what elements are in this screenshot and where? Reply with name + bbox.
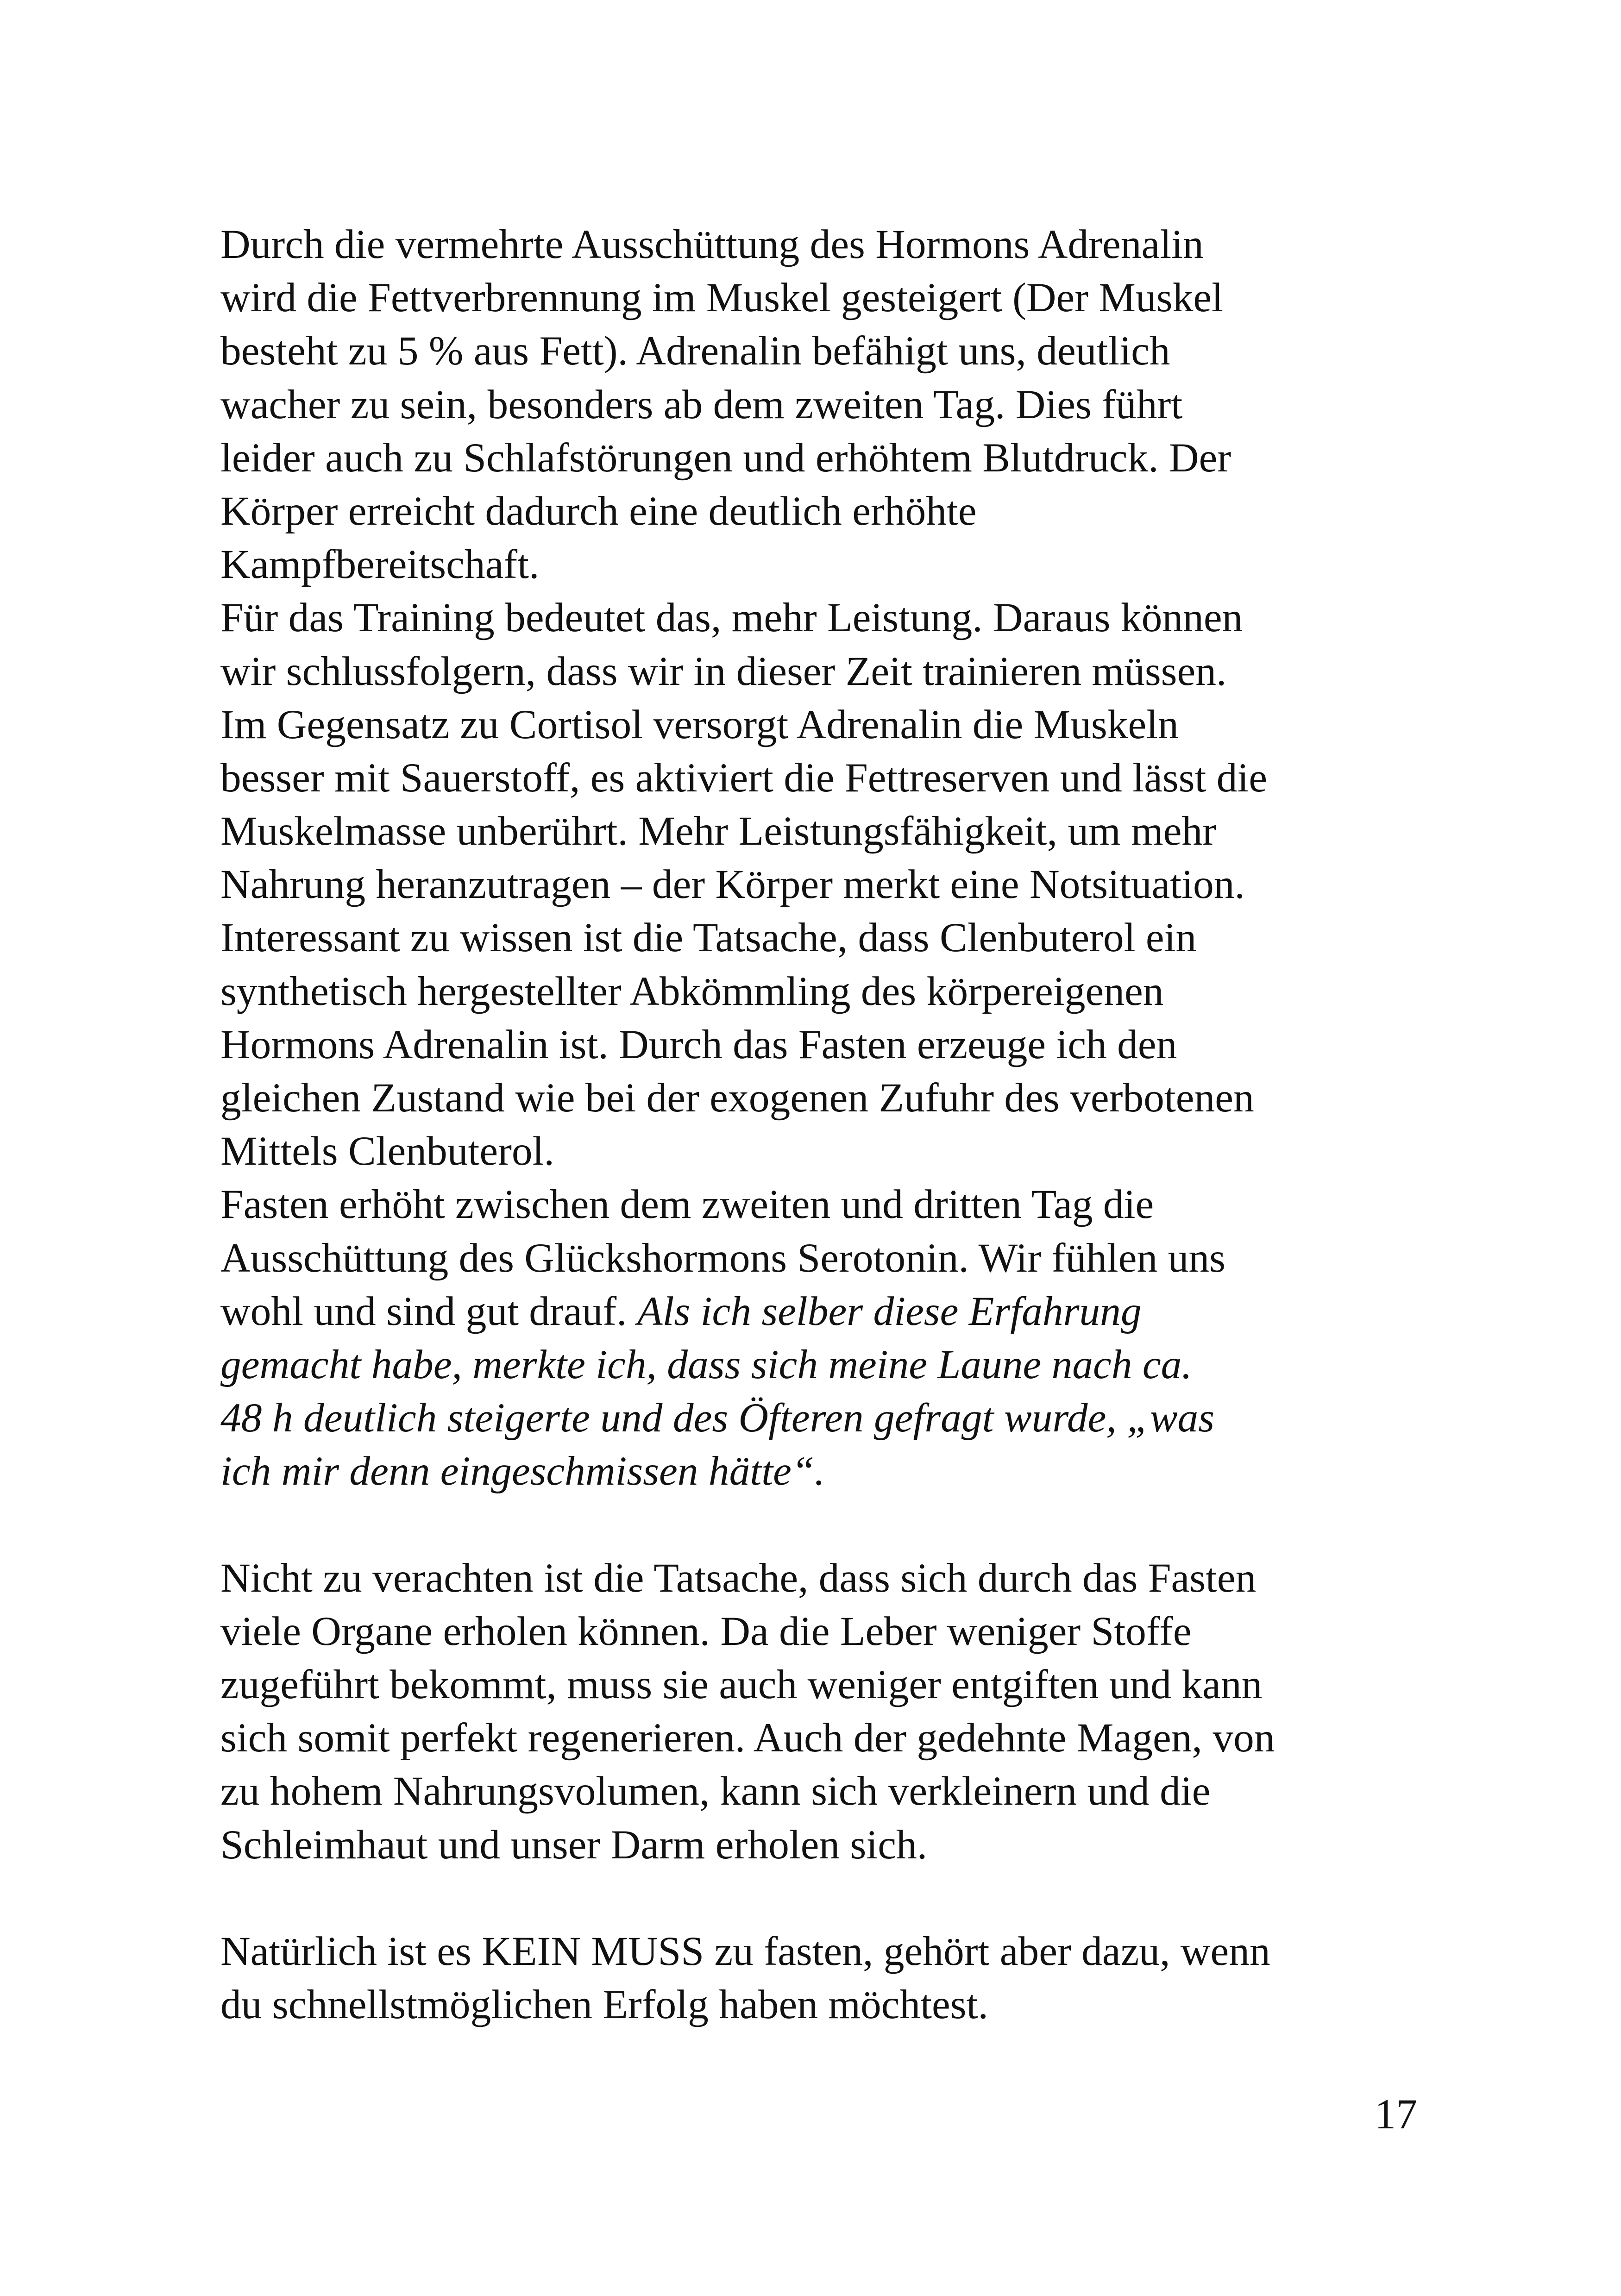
text-line: Kampfbereitschaft. (220, 541, 540, 588)
paragraph-spacer (220, 1498, 1443, 1551)
text-line: Für das Training bedeutet das, mehr Leistung. Daraus können (220, 595, 1243, 641)
text-line: zugeführt bekommt, muss sie auch weniger entgiften und kann (220, 1662, 1263, 1708)
text-line: wir schlussfolgern, dass wir in dieser Zeit trainieren müssen. (220, 648, 1227, 694)
text-line: du schnellstmöglichen Erfolg haben möchtest. (220, 1982, 988, 2028)
text-line: Natürlich ist es KEIN MUSS zu fasten, gehört aber dazu, wenn (220, 1928, 1270, 1974)
page-number: 17 (1375, 2090, 1417, 2138)
text-line: Nahrung heranzutragen – der Körper merkt eine Notsituation. (220, 861, 1245, 908)
text-line-italic: ich mir denn eingeschmissen hätte“. (220, 1448, 825, 1494)
text-line: besser mit Sauerstoff, es aktiviert die Fettreserven und lässt die (220, 754, 1268, 801)
text-line: zu hohem Nahrungsvolumen, kann sich verkleinern und die (220, 1768, 1211, 1814)
text-line: Durch die vermehrte Ausschüttung des Hormons Adrenalin (220, 221, 1204, 267)
text-line: viele Organe erholen können. Da die Leber weniger Stoffe (220, 1608, 1192, 1654)
text-line-mixed (220, 1285, 1443, 1338)
paragraph-serotonin (220, 1178, 1443, 1498)
paragraph-spacer (220, 1871, 1443, 1925)
text-line: Interessant zu wissen ist die Tatsache, dass Clenbuterol ein (220, 915, 1197, 961)
text-line: synthetisch hergestellter Abkömmling des körpereigenen (220, 968, 1164, 1014)
text-italic: Als ich selber diese Erfahrung (637, 1288, 1142, 1334)
text-line: wacher zu sein, besonders ab dem zweiten Tag. Dies führt (220, 381, 1183, 427)
text-line: Im Gegensatz zu Cortisol versorgt Adrenalin die Muskeln (220, 701, 1179, 747)
paragraph-conclusion (220, 1925, 1443, 2031)
paragraph-adrenalin (220, 218, 1443, 591)
text-line: Nicht zu verachten ist die Tatsache, dass sich durch das Fasten (220, 1555, 1257, 1601)
text-line: Muskelmasse unberührt. Mehr Leistungsfähigkeit, um mehr (220, 808, 1217, 854)
text-line: Fasten erhöht zwischen dem zweiten und dritten Tag die (220, 1181, 1154, 1228)
paragraph-organs (220, 1551, 1443, 1871)
text-line: Körper erreicht dadurch eine deutlich erhöhte (220, 488, 977, 534)
text-line: besteht zu 5 % aus Fett). Adrenalin befähigt uns, deutlich (220, 328, 1170, 374)
text-line: Hormons Adrenalin ist. Durch das Fasten erzeuge ich den (220, 1021, 1177, 1067)
text-line-italic: 48 h deutlich steigerte und des Öfteren gefragt wurde, „was (220, 1395, 1215, 1441)
text-line: Ausschüttung des Glückshormons Serotonin. Wir fühlen uns (220, 1235, 1225, 1281)
text-line: gleichen Zustand wie bei der exogenen Zufuhr des verbotenen (220, 1075, 1254, 1121)
body-text (220, 218, 1443, 2031)
text-line-italic: gemacht habe, merkte ich, dass sich meine Laune nach ca. (220, 1341, 1192, 1387)
text-regular: wohl und sind gut drauf. (220, 1288, 637, 1334)
text-line: sich somit perfekt regenerieren. Auch der gedehnte Magen, von (220, 1715, 1275, 1761)
text-line: Schleimhaut und unser Darm erholen sich. (220, 1821, 928, 1868)
text-line: leider auch zu Schlafstörungen und erhöhtem Blutdruck. Der (220, 434, 1231, 481)
text-line: Mittels Clenbuterol. (220, 1128, 554, 1174)
text-line: wird die Fettverbrennung im Muskel gesteigert (Der Muskel (220, 275, 1223, 321)
paragraph-training (220, 591, 1443, 1178)
